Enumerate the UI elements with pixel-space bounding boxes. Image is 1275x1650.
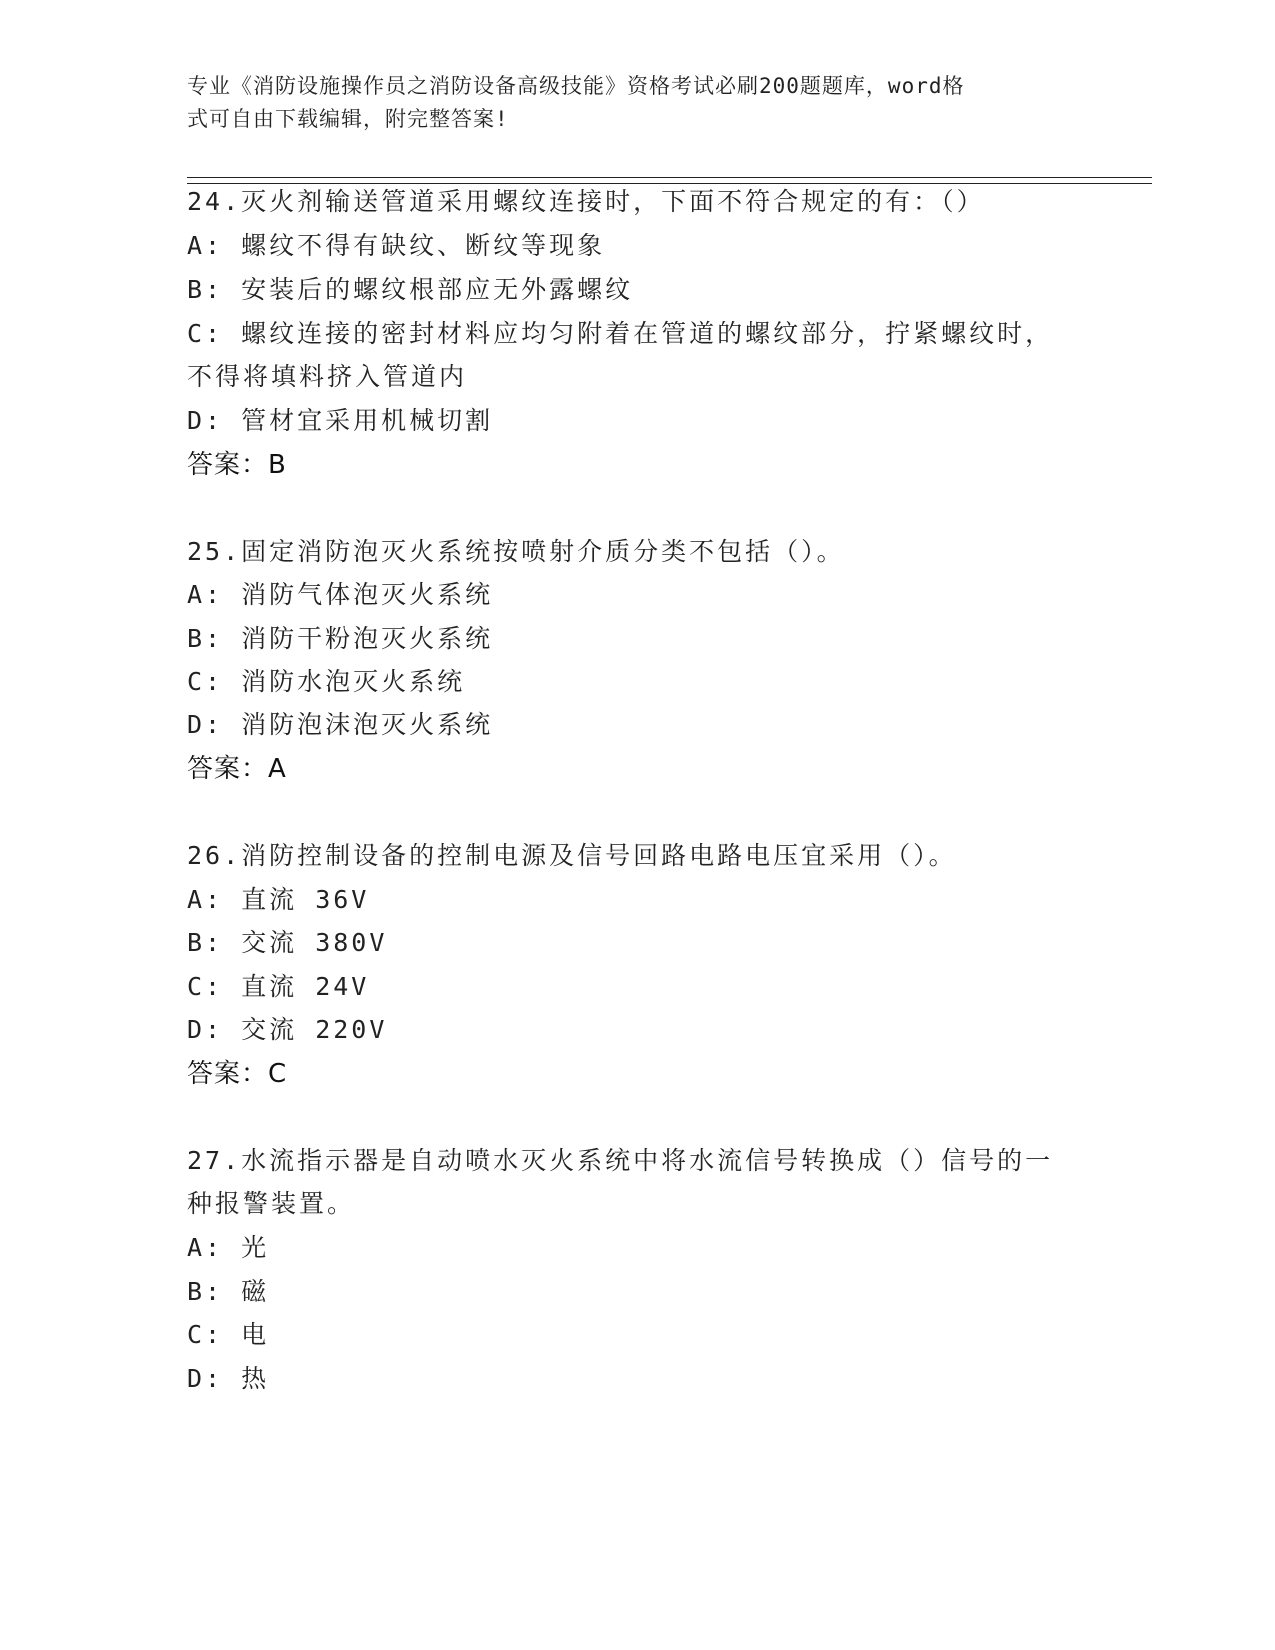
question-26-option-a: A: 直流 36V [187, 885, 370, 914]
question-26-option-d: D: 交流 220V [187, 1015, 388, 1044]
header-line-2: 式可自由下载编辑，附完整答案! [187, 107, 509, 131]
question-27-option-c: C: 电 [187, 1320, 270, 1349]
question-24-option-d: D: 管材宜采用机械切割 [187, 406, 494, 435]
question-27-stem-cont: 种报警装置。 [187, 1189, 356, 1218]
question-27-option-d: D: 热 [187, 1364, 270, 1393]
question-24-answer: 答案：B [187, 450, 287, 480]
question-25-option-b: B: 消防干粉泡灭火系统 [187, 624, 494, 653]
question-26-stem: 26.消防控制设备的控制电源及信号回路电路电压宜采用（）。 [187, 841, 957, 870]
question-27-option-b: B: 磁 [187, 1277, 270, 1306]
question-24-stem: 24.灭火剂输送管道采用螺纹连接时，下面不符合规定的有：（） [187, 187, 985, 216]
header-line-1: 专业《消防设施操作员之消防设备高级技能》资格考试必刷200题题库，word格 [187, 74, 965, 98]
question-25-option-c: C: 消防水泡灭火系统 [187, 667, 466, 696]
question-25-answer: 答案：A [187, 754, 287, 784]
question-27-stem: 27.水流指示器是自动喷水灭火系统中将水流信号转换成（）信号的一 [187, 1146, 1054, 1175]
header-divider [187, 177, 1152, 184]
question-27-option-a: A: 光 [187, 1233, 270, 1262]
question-25-option-d: D: 消防泡沫泡灭火系统 [187, 710, 494, 739]
question-25-stem: 25.固定消防泡灭火系统按喷射介质分类不包括（）。 [187, 537, 845, 566]
question-26-option-b: B: 交流 380V [187, 928, 388, 957]
question-25-option-a: A: 消防气体泡灭火系统 [187, 580, 494, 609]
question-26-answer: 答案：C [187, 1059, 288, 1089]
question-24-option-a: A: 螺纹不得有缺纹、断纹等现象 [187, 231, 606, 260]
question-24-option-c-cont: 不得将填料挤入管道内 [187, 362, 468, 391]
document-header [187, 70, 1067, 136]
question-24-option-c: C: 螺纹连接的密封材料应均匀附着在管道的螺纹部分，拧紧螺纹时， [187, 319, 1054, 348]
question-26-option-c: C: 直流 24V [187, 972, 370, 1001]
question-24-option-b: B: 安装后的螺纹根部应无外露螺纹 [187, 275, 634, 304]
